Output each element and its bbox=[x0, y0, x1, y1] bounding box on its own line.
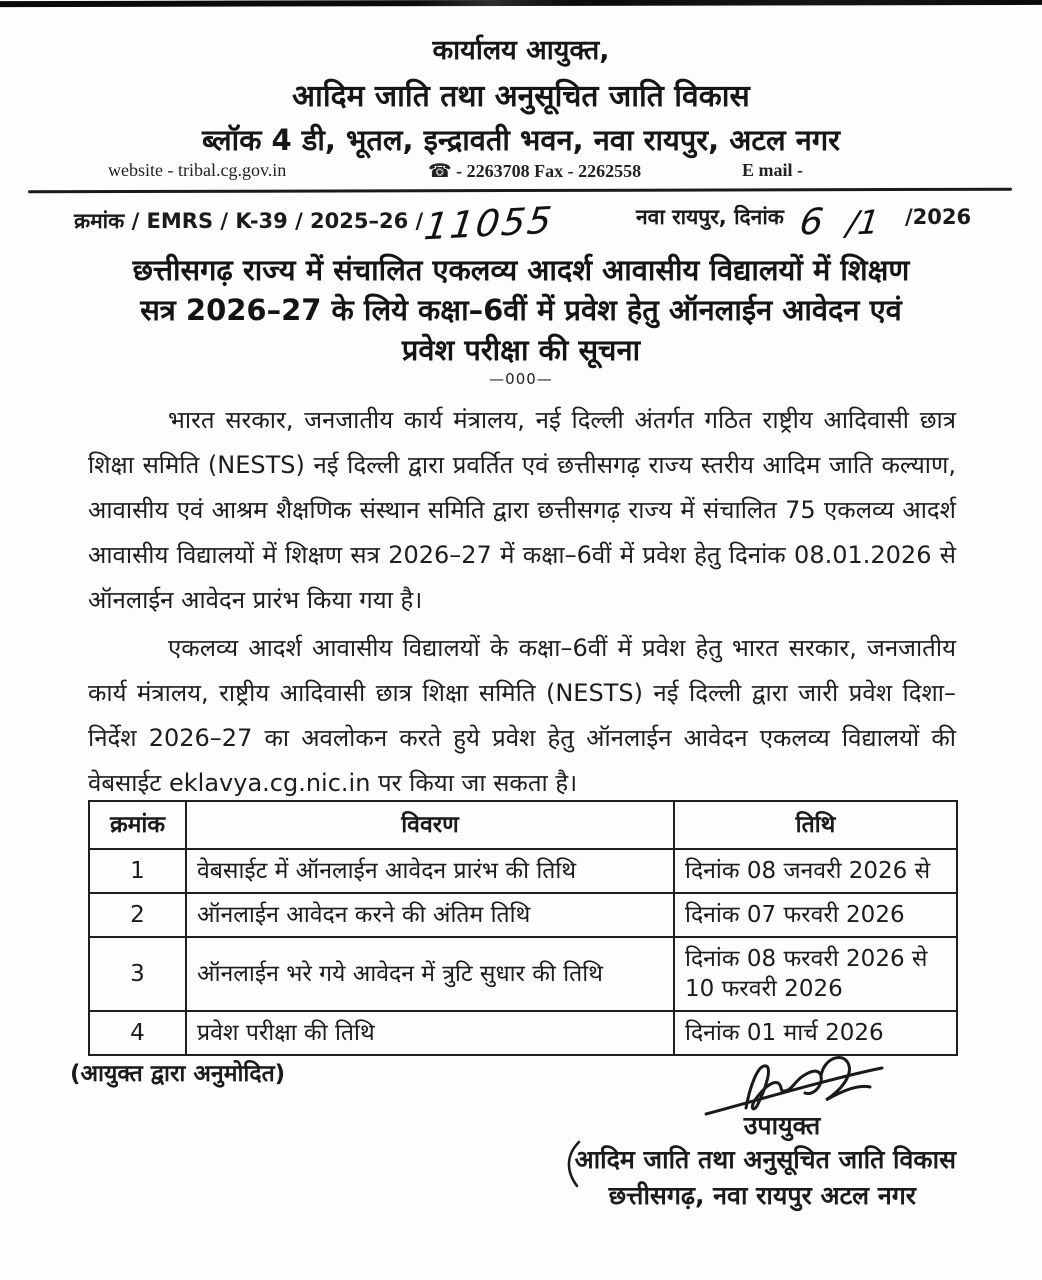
body-paragraph-2: एकलव्य आदर्श आवासीय विद्यालयों के कक्षा–6वीं में प्रवेश हेतु भारत सरकार, जनजातीय कार्य मंत्रालय, राष्ट्रीय आदिवासी छात्र शिक्षा समिति (NESTS) नई दिल्ली द्वारा जारी प्रवेश दिशा–निर्देश 2026–27 का अवलोकन करते हुये प्रवेश हेतु ऑनलाईन आवेदन एकलव्य विद्यालयों की वेबसाईट eklavya.cg.nic.in पर किया जा सकता है। bbox=[88, 634, 956, 797]
header-divider-rule bbox=[28, 188, 1012, 194]
notice-title-line3: प्रवेश परीक्षा की सूचना bbox=[401, 333, 641, 367]
phone-fax-numbers: - 2263708 Fax - 2262558 bbox=[456, 161, 642, 181]
office-address: ब्लॉक 4 डी, भूतल, इन्द्रावती भवन, नवा रायपुर, अटल नगर bbox=[201, 123, 841, 157]
table-row bbox=[89, 937, 957, 1011]
scan-edge-artifact bbox=[0, 0, 1042, 7]
phone-fax-text bbox=[428, 160, 641, 182]
dispatch-number-handwritten: 11055 bbox=[422, 198, 557, 249]
reference-number-printed: क्रमांक / EMRS / K-39 / 2025–26 / bbox=[74, 209, 424, 233]
date-year-printed: /2026 bbox=[904, 205, 972, 229]
row2-serial: 2 bbox=[89, 893, 186, 937]
row4-date: दिनांक 01 मार्च 2026 bbox=[674, 1011, 957, 1055]
body-paragraph-1: भारत सरकार, जनजातीय कार्य मंत्रालय, नई दिल्ली अंतर्गत गठित राष्ट्रीय आदिवासी छात्र शिक्षा समिति (NESTS) नई दिल्ली द्वारा प्रवर्तित एवं छत्तीसगढ़ राज्य स्तरीय आदिम जाति कल्याण, आवासीय एवं आश्रम शैक्षणिक संस्थान समिति द्वारा छत्तीसगढ़ राज्य में संचालित 75 एकलव्य आदर्श आवासीय विद्यालयों में शिक्षण सत्र 2026–27 में कक्षा–6वीं में प्रवेश हेतु दिनांक 08.01.2026 से ऑनलाईन आवेदन प्रारंभ किया गया है। bbox=[88, 406, 956, 614]
approved-by-note: (आयुक्त द्वारा अनुमोदित) bbox=[70, 1061, 286, 1087]
phone-icon: ☎ bbox=[428, 160, 452, 182]
table-row bbox=[89, 849, 957, 893]
reference-number-line bbox=[74, 198, 557, 249]
date-day-handwritten: 6 bbox=[797, 201, 826, 244]
signatory-department: आदिम जाति तथा अनुसूचित जाति विकास bbox=[574, 1145, 956, 1174]
table-row bbox=[89, 893, 957, 937]
row3-serial: 3 bbox=[89, 937, 186, 1011]
row3-date: दिनांक 08 फरवरी 2026 से 10 फरवरी 2026 bbox=[674, 937, 957, 1011]
schedule-table bbox=[88, 800, 958, 1056]
row4-serial: 4 bbox=[89, 1011, 186, 1055]
contact-row bbox=[0, 160, 1042, 186]
header-serial: क्रमांक bbox=[89, 801, 186, 849]
row1-description: वेबसाईट में ऑनलाईन आवेदन प्रारंभ की तिथि bbox=[186, 849, 674, 893]
notice-title-line1: छत्तीसगढ़ राज्य में संचालित एकलव्य आदर्श आवासीय विद्यालयों में शिक्षण bbox=[132, 253, 910, 287]
row1-serial: 1 bbox=[89, 849, 186, 893]
row2-description: ऑनलाईन आवेदन करने की अंतिम तिथि bbox=[186, 893, 674, 937]
notice-title-line2: सत्र 2026–27 के लिये कक्षा–6वीं में प्रवेश हेतु ऑनलाईन आवेदन एवं bbox=[140, 293, 902, 327]
signatory-designation: उपायुक्त bbox=[743, 1111, 821, 1140]
email-text: E mail - bbox=[742, 160, 803, 180]
place-date-line bbox=[636, 202, 971, 243]
row4-description: प्रवेश परीक्षा की तिथि bbox=[186, 1011, 674, 1055]
place-date-printed: नवा रायपुर, दिनांक bbox=[636, 205, 784, 229]
office-title: कार्यालय आयुक्त, bbox=[432, 35, 610, 66]
row2-date: दिनांक 07 फरवरी 2026 bbox=[674, 893, 957, 937]
table-header-row bbox=[89, 801, 957, 849]
website-text: website - tribal.cg.gov.in bbox=[108, 160, 287, 180]
header-date: तिथि bbox=[674, 801, 957, 849]
row1-date: दिनांक 08 जनवरी 2026 से bbox=[674, 849, 957, 893]
notice-title bbox=[60, 250, 982, 370]
header-description: विवरण bbox=[186, 801, 674, 849]
signatory-place: छत्तीसगढ़, नवा रायपुर अटल नगर bbox=[608, 1181, 916, 1210]
department-name: आदिम जाति तथा अनुसूचित जाति विकास bbox=[292, 79, 750, 114]
title-divider: —000— bbox=[489, 370, 553, 388]
date-month-handwritten: /1 bbox=[844, 202, 882, 243]
row3-description: ऑनलाईन भरे गये आवेदन में त्रुटि सुधार की तिथि bbox=[186, 937, 674, 1011]
